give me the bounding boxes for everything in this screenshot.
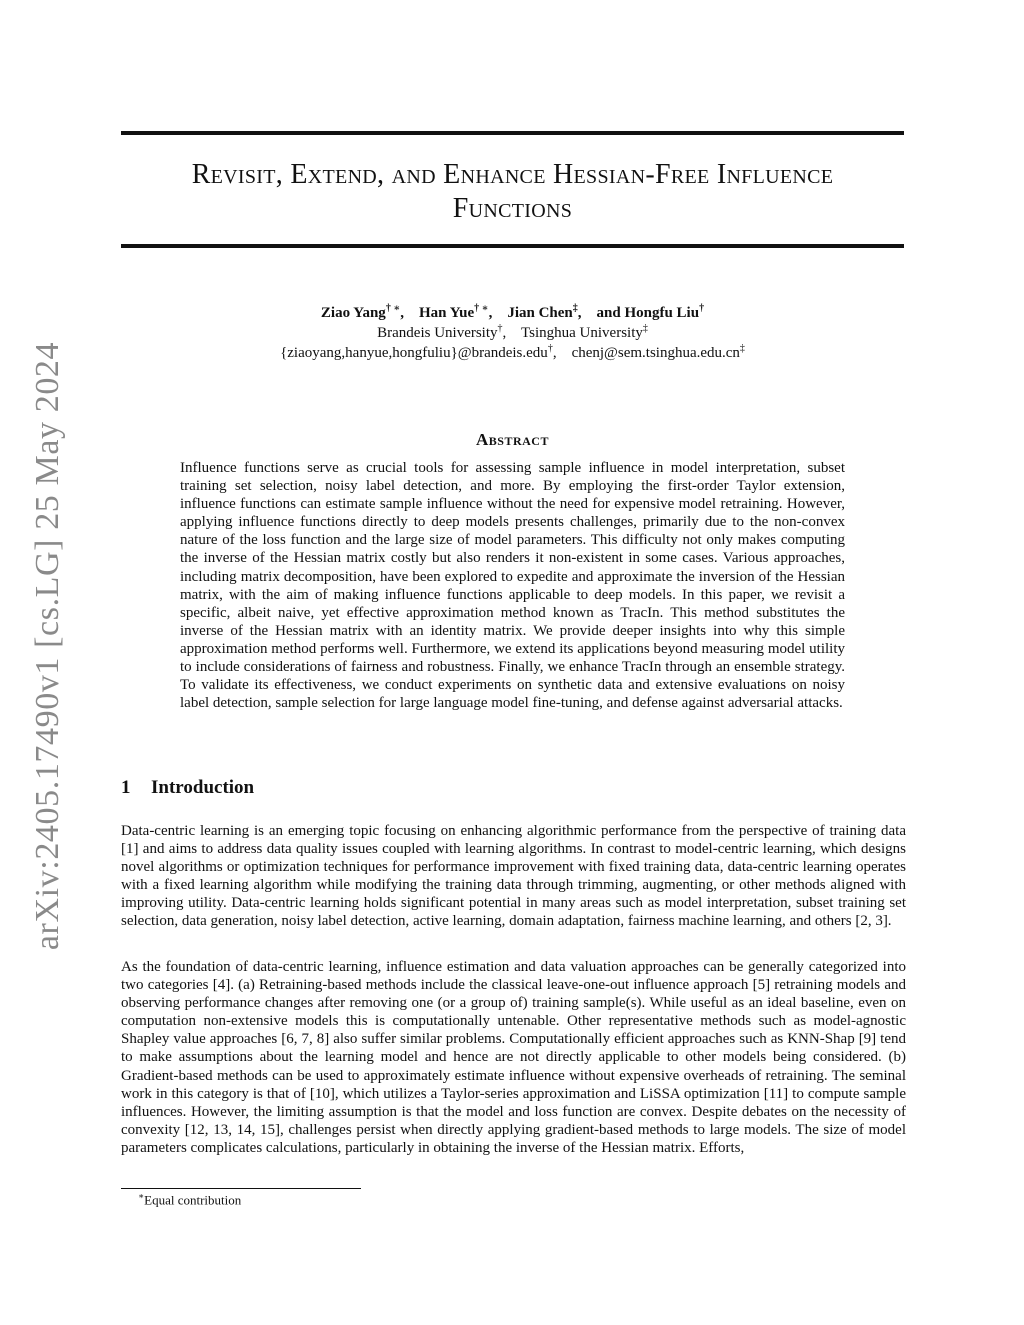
email-mark: ‡ [739, 343, 745, 354]
paper-title [121, 158, 904, 226]
affiliation-mark: ‡ [642, 323, 648, 334]
affiliation-tsinghua: Tsinghua University [521, 325, 643, 341]
abstract-text: Influence functions serve as crucial tools for assessing sample influence in model interpretation, subset training set selection, noisy label detection, and more. By employing the first-order Taylor extension, influence functions can estimate sample influence without the need for expensive model retraining. However, applying influence functions directly to deep models presents challenges, primarily due to the non-convex nature of the loss function and the large size of model parameters. This difficulty not only makes computing the inverse of the Hessian matrix costly but also renders it non-existent in some cases. Various approaches, including matrix decomposition, have been explored to expedite and approximate the inversion of the Hessian matrix, with the aim of making influence functions applicable to deep models. In this paper, we revisit a specific, albeit naive, yet effective approximation method known as TracIn. This method substitutes the inverse of the Hessian matrix with an identity matrix. We provide deeper insights into why this simple approximation method performs well. Furthermore, we extend its applications beyond measuring model utility to include considerations of fairness and robustness. Finally, we enhance TracIn through an ensemble strategy. To validate its effectiveness, we conduct experiments on synthetic data and extensive evaluations on noisy label detection, sample selection for large language model fine-tuning, and defense against adversarial attacks. [180, 460, 845, 712]
affiliations: Brandeis University†, Tsinghua University‡ [377, 323, 648, 341]
author-name: and Hongfu Liu [596, 305, 700, 321]
footnote-text: Equal contribution [144, 1192, 242, 1208]
email-mark: † [547, 343, 553, 354]
author-name: Han Yue [418, 305, 475, 321]
section-title: Introduction [151, 777, 255, 798]
abstract-heading: Abstract [476, 430, 549, 449]
author-marks: † ∗ [385, 303, 401, 314]
arxiv-identifier: arXiv:2405.17490v1 [cs.LG] 25 May 2024 [29, 341, 66, 951]
author-marks: † [699, 303, 705, 314]
emails: {ziaoyang,hanyue,hongfuliu}@brandeis.edu†, chenj@sem.tsinghua.edu.cn‡ [280, 343, 745, 361]
email-tsinghua: chenj@sem.tsinghua.edu.cn [571, 345, 740, 361]
footnote-mark: ∗ [138, 1191, 145, 1201]
author-name: Jian Chen [507, 305, 573, 321]
intro-paragraph-1: Data-centric learning is an emerging topic focusing on enhancing algorithmic performance from the perspective of training data [1] and aims to address data quality issues coupled with learning algorithms. In contrast to model-centric learning, which designs novel algorithms or optimization techniques for performance improvement with fixed training data, data-centric learning operates with a fixed learning algorithm while modifying the training data through trimming, augmenting, or other methods aligned with improving utility. Data-centric learning holds significant potential in many areas such as model interpretation, subset training set selection, data generation, noisy label detection, active learning, domain adaptation, fairness machine learning, and others [2, 3]. [121, 823, 906, 930]
author-block [121, 303, 904, 363]
footnote [138, 1191, 241, 1208]
author-marks: † ∗ [474, 303, 489, 314]
title-bottom-rule [121, 244, 904, 248]
title-top-rule [121, 131, 904, 135]
footnote-rule [121, 1188, 361, 1189]
author-name: Ziao Yang [320, 305, 386, 321]
author-marks: ‡ [572, 303, 578, 314]
intro-paragraph-2: As the foundation of data-centric learning, influence estimation and data valuation approaches can be generally categorized into two categories [4]. (a) Retraining-based methods include the classical leave-one-out influence approach [5] retraining models and observing performance changes after removing one (or a group of) training sample(s). While useful as an ideal baseline, even on computation non-extensive models this is computationally untenable. Other representative methods such as model-agnostic Shapley value approaches [6, 7, 8] also suffer similar problems. Computationally efficient approaches such as KNN-Shap [9] tend to make assumptions about the learning model and hence are not directly applicable to other models being considered. (b) Gradient-based methods can be used to approximately estimate influence without expensive overheads of retraining. The seminal work in this category is that of [10], which utilizes a Taylor-series approximation and LiSSA optimization [11] to compute sample influences. However, the limiting assumption is that the model and loss function are convex. Despite debates on the necessity of convexity [12, 13, 14, 15], challenges persist when directly applying gradient-based methods to large models. The size of model parameters complicates calculations, particularly in obtaining the inverse of the Hessian matrix. Efforts, [121, 959, 906, 1156]
paper-title-line-1: Revisit, Extend, and Enhance Hessian-Free Influence [191, 159, 834, 190]
affiliation-brandeis: Brandeis University [377, 325, 498, 341]
author-names: Ziao Yang† ∗, Han Yue† ∗, Jian Chen‡, and Hongfu Liu† [320, 303, 705, 321]
section-number: 1 [121, 777, 131, 798]
section-heading [121, 777, 254, 799]
paper-title-line-2: Functions [452, 193, 573, 224]
affiliation-mark: † [497, 323, 503, 334]
email-brandeis: {ziaoyang,hanyue,hongfuliu}@brandeis.edu [280, 345, 548, 361]
